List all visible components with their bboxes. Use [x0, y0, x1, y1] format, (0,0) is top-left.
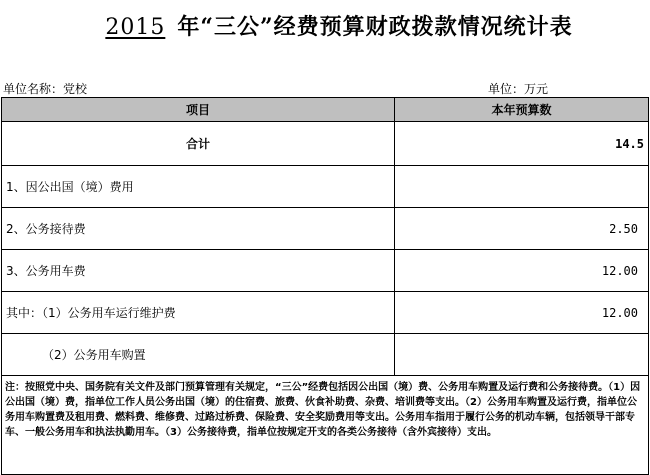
row-value: 12.00: [395, 292, 649, 334]
total-value: 14.5: [395, 122, 649, 166]
note-row: [2, 376, 649, 475]
unit-info-line: [3, 81, 649, 97]
page-title: [0, 10, 650, 41]
table-row: [2, 250, 649, 292]
header-budget: 本年预算数: [395, 98, 649, 122]
row-value: 12.00: [395, 250, 649, 292]
row-label: 2、公务接待费: [2, 208, 395, 250]
budget-table: [1, 97, 649, 475]
title-text: 年“三公”经费预算财政拨款情况统计表: [177, 14, 573, 40]
note-text: 注：按照党中央、国务院有关文件及部门预算管理有关规定，“三公”经费包括因公出国（境）费、公务用车购置及运行费和公务接待费。（1）因公出国（境）费，指单位工作人员公务出国（境）的住宿费、旅费、伙食补助费、杂费、培训费等支出。（2）公务用车购置及运行费，指单位公务用车购置费及租用费、燃料费、维修费、过路过桥费、保险费、安全奖励费用等支出。公务用车指用于履行公务的机动车辆，包括领导干部专车、一般公务用车和执法执勤用车。（3）公务接待费，指单位按规定开支的各类公务接待（含外宾接待）支出。: [2, 376, 649, 475]
total-label: 合计: [2, 122, 395, 166]
total-row: [2, 122, 649, 166]
title-year: 2015: [105, 15, 166, 40]
table-row: [2, 166, 649, 208]
table-row: [2, 292, 649, 334]
row-value: 2.50: [395, 208, 649, 250]
row-label: 3、公务用车费: [2, 250, 395, 292]
header-item: 项目: [2, 98, 395, 122]
table-row: [2, 334, 649, 376]
row-label: （2）公务用车购置: [2, 334, 395, 376]
row-label: 1、因公出国（境）费用: [2, 166, 395, 208]
table-row: [2, 208, 649, 250]
row-value: [395, 166, 649, 208]
unit-name: 单位名称：党校: [3, 82, 88, 96]
row-value: [395, 334, 649, 376]
unit-currency: 单位：万元: [488, 82, 549, 96]
table-header-row: [2, 98, 649, 122]
row-label: 其中：（1）公务用车运行维护费: [2, 292, 395, 334]
